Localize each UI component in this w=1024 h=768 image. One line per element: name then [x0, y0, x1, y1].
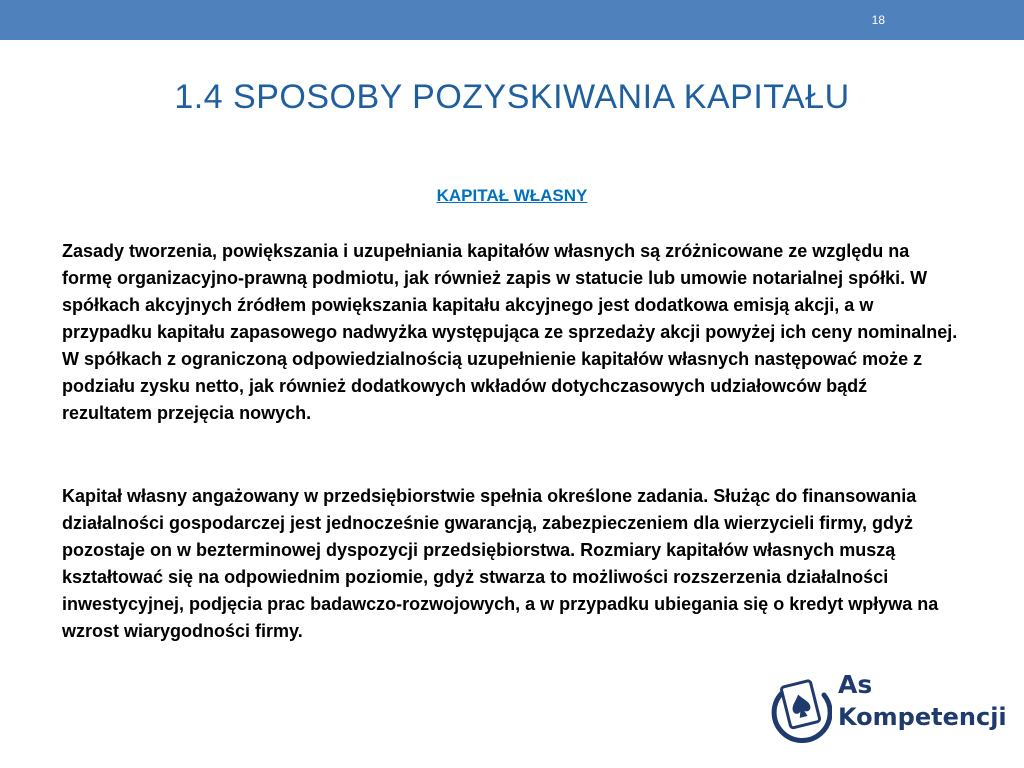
section-heading: KAPITAŁ WŁASNY	[436, 186, 588, 205]
logo-line-kompetencji: Kompetencji	[838, 703, 1007, 731]
spade-card-icon	[768, 673, 832, 743]
logo-text	[838, 669, 1007, 733]
slide-title: 1.4 SPOSOBY POZYSKIWANIA KAPITAŁU	[174, 78, 850, 116]
paragraph-2: Kapitał własny angażowany w przedsiębiorstwie spełnia określone zadania. Służąc do finansowania działalności gospodarczej jest jednocześnie gwarancją, zabezpieczeniem dla wierzycieli firmy, gdyż pozostaje on w bezterminowej dyspozycji przedsiębiorstwa. Rozmiary kapitałów własnych muszą kształtować się na odpowiednim poziomie, gdyż stwarza to możliwości rozszerzenia działalności inwestycyjnej, podjęcia prac badawczo-rozwojowych, a w przypadku ubiegania się o kredyt wpływa na wzrost wiarygodności firmy.	[62, 486, 939, 641]
as-kompetencji-logo	[768, 669, 1008, 749]
paragraph-1: Zasady tworzenia, powiększania i uzupełniania kapitałów własnych są zróżnicowane ze względu na formę organizacyjno-prawną podmiotu, jak również zapis w statucie lub umowie notarialnej spółki. W spółkach akcyjnych źródłem powiększania kapitału akcyjnego jest dodatkowa emisją akcji, a w przypadku kapitału zapasowego nadwyżka występująca ze sprzedaży akcji powyżej ich ceny nominalnej. W spółkach z ograniczoną odpowiedzialnością uzupełnienie kapitałów własnych następować może z podziału zysku netto, jak również dodatkowych wkładów dotychczasowych udziałowców bądź rezultatem przejęcia nowych.	[62, 241, 958, 423]
top-bar	[0, 0, 1024, 40]
page-number: 18	[871, 13, 885, 27]
logo-line-as: As	[838, 670, 873, 699]
